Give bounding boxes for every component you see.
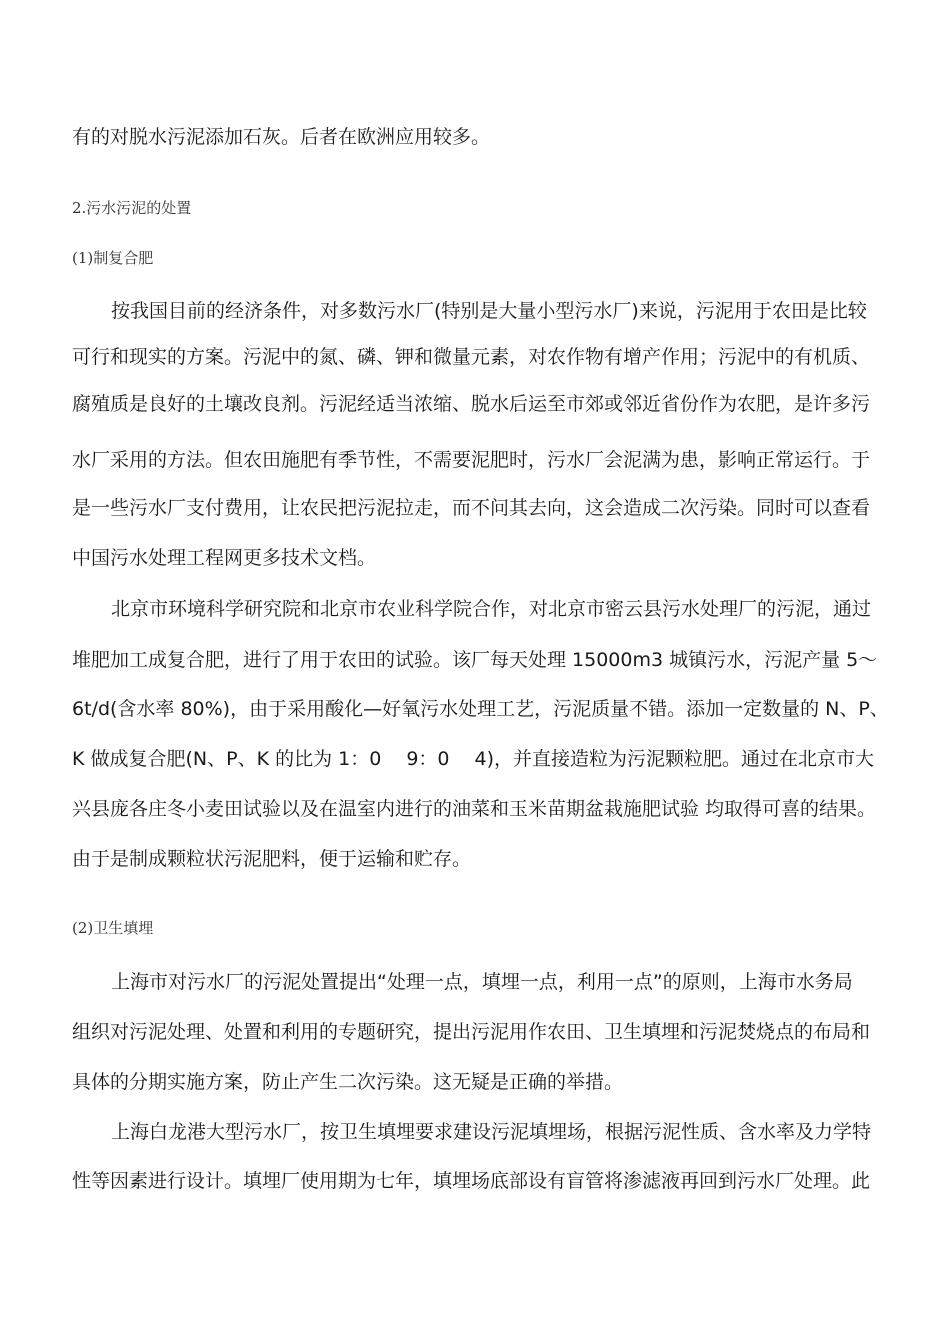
paragraph-line: K 做成复合肥(N、P、K 的比为 1：0 9：0 4)，并直接造粒为污泥颗粒肥。通过在北京市大 <box>72 748 875 770</box>
section-heading: 2.污水污泥的处置 <box>72 199 192 217</box>
intro-text-line: 有的对脱水污泥添加石灰。后者在欧洲应用较多。 <box>72 126 491 148</box>
paragraph-line: 水厂采用的方法。但农田施肥有季节性，不需要泥肥时，污水厂会泥满为患，影响正常运行。于 <box>72 449 871 471</box>
paragraph-line: 由于是制成颗粒状污泥肥料，便于运输和贮存。 <box>72 848 472 870</box>
paragraph-line: 具体的分期实施方案，防止产生二次污染。这无疑是正确的举措。 <box>72 1071 624 1093</box>
paragraph-line: 可行和现实的方案。污泥中的氮、磷、钾和微量元素，对农作物有增产作用；污泥中的有机质、 <box>72 346 871 368</box>
paragraph-line: 腐殖质是良好的土壤改良剂。污泥经适当浓缩、脱水后运至市郊或邻近省份作为农肥，是许多污 <box>72 393 871 415</box>
subsection-heading-landfill: (2)卫生填埋 <box>72 919 154 937</box>
paragraph-line: 中国污水处理工程网更多技术文档。 <box>72 547 377 569</box>
paragraph-line: 是一些污水厂支付费用，让农民把污泥拉走，而不问其去向，这会造成二次污染。同时可以查看 <box>72 497 871 519</box>
paragraph-line: 兴县庞各庄冬小麦田试验以及在温室内进行的油菜和玉米苗期盆栽施肥试验 均取得可喜的结果。 <box>72 798 877 820</box>
paragraph-line: 性等因素进行设计。填埋厂使用期为七年，填埋场底部设有盲管将渗滤液再回到污水厂处理。此 <box>72 1170 871 1192</box>
paragraph-line: 按我国目前的经济条件，对多数污水厂(特别是大量小型污水厂)来说，污泥用于农田是比较 <box>111 300 867 322</box>
paragraph-line: 北京市环境科学研究院和北京市农业科学院合作，对北京市密云县污水处理厂的污泥，通过 <box>111 598 872 620</box>
paragraph-line: 上海白龙港大型污水厂，按卫生填埋要求建设污泥填埋场，根据污泥性质、含水率及力学特 <box>111 1121 872 1143</box>
subsection-heading-compost: (1)制复合肥 <box>72 249 154 267</box>
paragraph-line: 组织对污泥处理、处置和利用的专题研究，提出污泥用作农田、卫生填埋和污泥焚烧点的布局和 <box>72 1021 871 1043</box>
paragraph-line: 6t/d(含水率 80%)，由于采用酸化—好氧污水处理工艺，污泥质量不错。添加一定数量的 N、P、 <box>72 698 889 720</box>
paragraph-line: 上海市对污水厂的污泥处置提出“处理一点，填埋一点，利用一点”的原则，上海市水务局 <box>111 971 853 993</box>
paragraph-line: 堆肥加工成复合肥，进行了用于农田的试验。该厂每天处理 15000m3 城镇污水，污泥产量 5～ <box>72 649 878 671</box>
